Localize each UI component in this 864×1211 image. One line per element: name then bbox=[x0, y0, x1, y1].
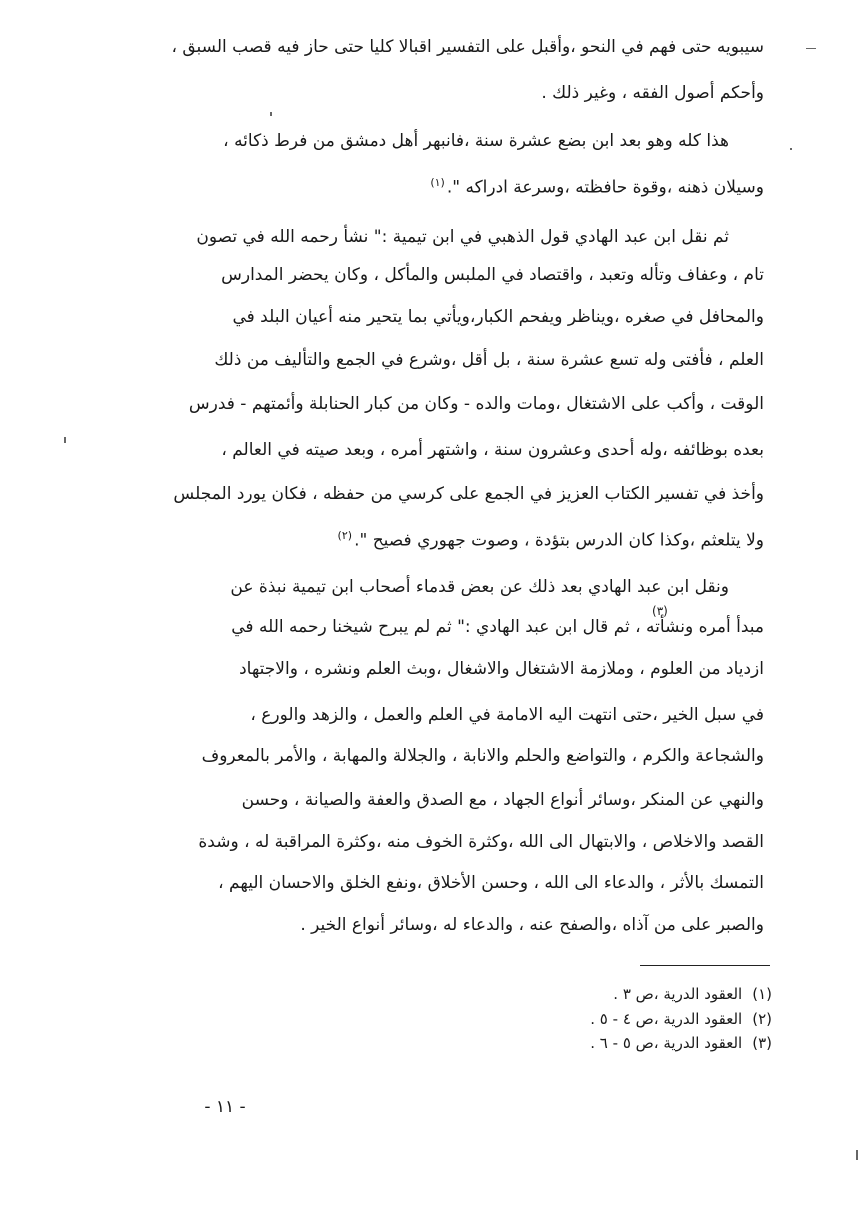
text-line: والمحافل في صغره ،ويناظر ويفحم الكبار،ويأتي بما يتحير منه أعيان البلد في bbox=[232, 307, 764, 327]
text-line: والنهي عن المنكر ،وسائر أنواع الجهاد ، مع الصدق والعفة والصيانة ، وحسن bbox=[241, 790, 764, 810]
text-line: وأخذ في تفسير الكتاب العزيز في الجمع على كرسي من حفظه ، فكان يورد المجلس bbox=[173, 484, 764, 504]
footnote-divider bbox=[640, 965, 770, 966]
footnote-text: العقود الدرية ،ص ٣ . bbox=[613, 985, 743, 1003]
text-line: القصد والاخلاص ، والابتهال الى الله ،وكثرة الخوف منه ،وكثرة المراقبة له ، وشدة bbox=[198, 832, 764, 852]
footnote bbox=[450, 1008, 772, 1030]
text-line: سيبويه حتى فهم في النحو ،وأقبل على التفسير اقبالا كليا حتى حاز فيه قصب السبق ، bbox=[171, 37, 764, 57]
text-line: ثم نقل ابن عبد الهادي قول الذهبي في ابن تيمية :" نشأ رحمه الله في تصون bbox=[196, 227, 729, 247]
footnote bbox=[450, 1032, 772, 1054]
footnote-ref: (٣) bbox=[652, 604, 668, 618]
page-number: - ١١ - bbox=[204, 1097, 246, 1117]
text-line: التمسك بالأثر ، والدعاء الى الله ، وحسن الأخلاق ،ونفع الخلق والاحسان اليهم ، bbox=[218, 873, 764, 893]
text-line: تام ، وعفاف وتأله وتعبد ، واقتصاد في الملبس والمأكل ، وكان يحضر المدارس bbox=[221, 265, 764, 285]
scan-speck bbox=[856, 1150, 858, 1160]
text-line: بعده بوظائفه ،وله أحدى وعشرون سنة ، واشتهر أمره ، وبعد صيته في العالم ، bbox=[221, 440, 764, 460]
text-line-with-ref bbox=[100, 170, 764, 201]
text-line: والصبر على من آذاه ،والصفح عنه ، والدعاء له ،وسائر أنواع الخير . bbox=[300, 915, 764, 935]
scan-speck bbox=[790, 148, 792, 150]
scan-speck bbox=[806, 48, 816, 49]
scan-speck bbox=[64, 437, 66, 443]
footnote-number: (٢) bbox=[752, 1010, 772, 1028]
footnote-text: العقود الدرية ،ص ٥ - ٦ . bbox=[590, 1034, 743, 1052]
text-line: ازدياد من العلوم ، وملازمة الاشتغال والاشغال ،وبث العلم ونشره ، والاجتهاد bbox=[239, 659, 764, 679]
footnote-ref: (١) bbox=[430, 176, 445, 189]
footnote-ref: (٢) bbox=[337, 529, 353, 542]
text-line: الوقت ، وأكب على الاشتغال ،ومات والده - وكان من كبار الحنابلة وأئمتهم - فدرس bbox=[188, 394, 764, 414]
text-line: وأحكم أصول الفقه ، وغير ذلك . bbox=[541, 83, 764, 103]
text-line: هذا كله وهو بعد ابن بضع عشرة سنة ،فانبهر أهل دمشق من فرط ذكائه ، bbox=[223, 131, 729, 151]
footnote-number: (١) bbox=[752, 985, 772, 1003]
text-line-with-ref bbox=[100, 523, 764, 554]
text-line: وسيلان ذهنه ،وقوة حافظته ،وسرعة ادراكه ". bbox=[446, 177, 764, 198]
footnote bbox=[450, 983, 772, 1005]
text-line: العلم ، فأفتى وله تسع عشرة سنة ، بل أقل ،وشرع في الجمع والتأليف من ذلك bbox=[214, 350, 764, 370]
scan-speck bbox=[270, 112, 272, 116]
text-line: والشجاعة والكرم ، والتواضع والحلم والانابة ، والجلالة والمهابة ، والأمر بالمعروف bbox=[201, 746, 764, 766]
text-line: مبدأ أمره ونشأته ، ثم قال ابن عبد الهادي :" ثم لم يبرح شيخنا رحمه الله في bbox=[231, 617, 764, 637]
text-line: ولا يتلعثم ،وكذا كان الدرس بتؤدة ، وصوت جهوري فصيح ". bbox=[354, 530, 764, 551]
footnote-text: العقود الدرية ،ص ٤ - ٥ . bbox=[590, 1010, 743, 1028]
text-line: في سبل الخير ،حتى انتهت اليه الامامة في العلم والعمل ، والزهد والورع ، bbox=[250, 705, 764, 725]
text-line: ونقل ابن عبد الهادي بعد ذلك عن بعض قدماء أصحاب ابن تيمية نبذة عن bbox=[230, 577, 729, 597]
footnote-number: (٣) bbox=[752, 1034, 772, 1052]
